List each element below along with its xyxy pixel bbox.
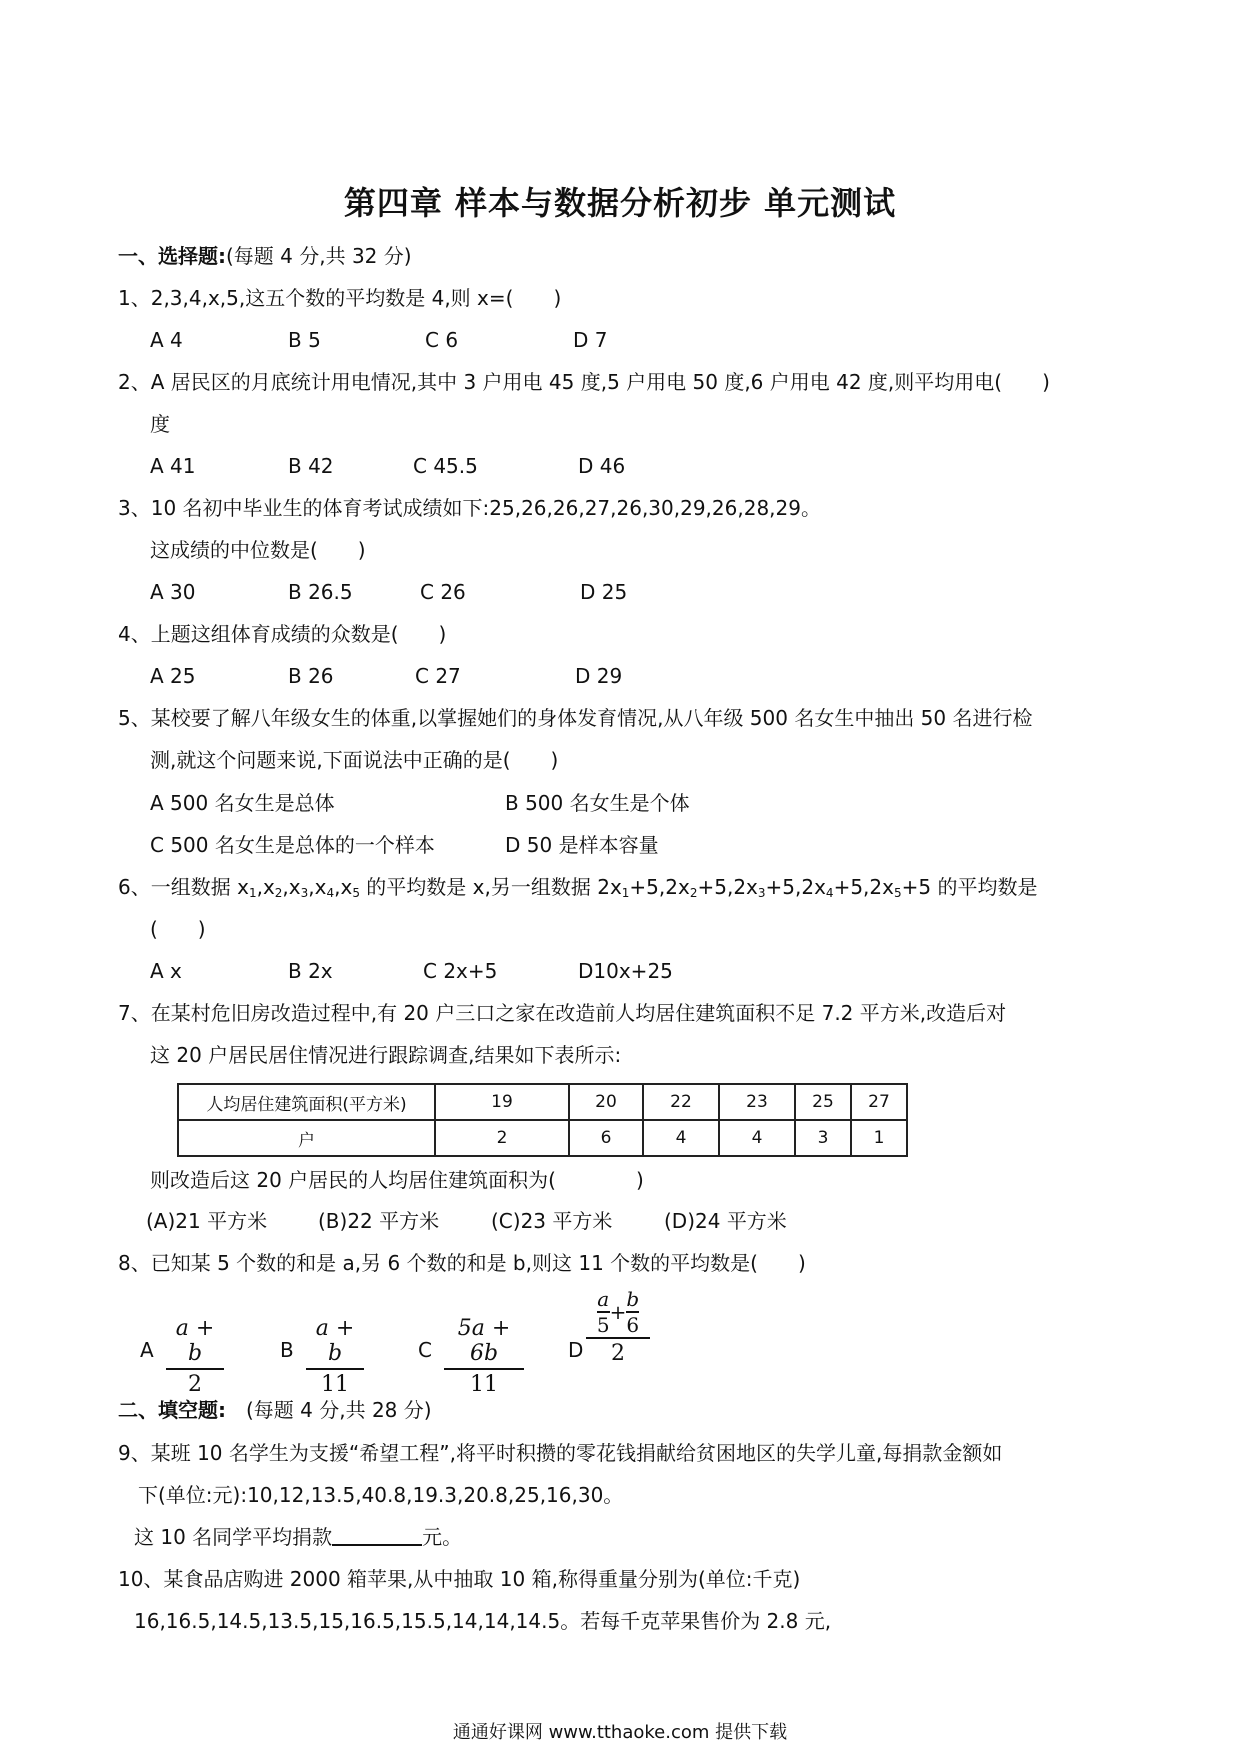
question-2-continued: 度	[150, 412, 170, 436]
table-header-area: 人均居住建筑面积(平方米)	[178, 1084, 435, 1120]
q5-option-b: B 500 名女生是个体	[505, 791, 690, 815]
q6-var-4: $x_4$	[314, 875, 335, 900]
table-cell: 23	[719, 1084, 795, 1120]
table-row	[178, 1120, 907, 1156]
q2-option-a: A 41	[150, 454, 196, 478]
question-4: 4、上题这组体育成绩的众数是( )	[118, 622, 447, 646]
q7-option-b: (B)22 平方米	[318, 1209, 440, 1233]
q6-expr-1: $2x_1+5$	[597, 875, 659, 900]
q9-answer-blank[interactable]	[332, 1524, 422, 1546]
q3-option-d: D 25	[580, 580, 628, 604]
q6-option-d: D10x+25	[578, 959, 673, 983]
question-7: 7、在某村危旧房改造过程中,有 20 户三口之家在改造前人均居住建筑面积不足 7.2 平方米,改造后对	[118, 1001, 1007, 1025]
q1-option-a: A 4	[150, 328, 183, 352]
page-title: 第四章 样本与数据分析初步 单元测试	[343, 184, 897, 222]
section-2-label: 二、填空题:	[118, 1398, 226, 1422]
table-cell: 4	[643, 1120, 719, 1156]
q6-var-3: $x_3$	[288, 875, 309, 900]
table-cell: 3	[795, 1120, 851, 1156]
q3-option-a: A 30	[150, 580, 196, 604]
q8-option-c-fraction: 5a + 6b 11	[444, 1316, 524, 1397]
question-6: 6、一组数据 $x_1,x_2,x_3,x_4,x_5$ 的平均数是 x,另一组数据 $2x_1+5,2x_2+5,2x_3+5,2x_4+5,2x_5+5$ 的平均数是	[118, 875, 1038, 900]
q8-option-b-fraction: a + b 11	[306, 1316, 364, 1397]
q6-mid: 的平均数是 x,另一组数据	[359, 875, 598, 899]
q1-option-c: C 6	[425, 328, 459, 352]
table-cell: 4	[719, 1120, 795, 1156]
q4-option-d: D 29	[575, 664, 623, 688]
section-2-note: (每题 4 分,共 28 分)	[246, 1398, 432, 1422]
question-3-continued: 这成绩的中位数是( )	[150, 538, 366, 562]
q6-prefix: 6、一组数据	[118, 875, 238, 899]
question-6-continued: ( )	[150, 917, 206, 941]
q8-option-b-label: B	[280, 1338, 294, 1362]
question-10: 10、某食品店购进 2000 箱苹果,从中抽取 10 箱,称得重量分别为(单位:千克)	[118, 1567, 801, 1591]
q6-option-c: C 2x+5	[423, 959, 498, 983]
table-row	[178, 1084, 907, 1120]
table-cell: 25	[795, 1084, 851, 1120]
q2-option-c: C 45.5	[413, 454, 478, 478]
question-1: 1、2,3,4,x,5,这五个数的平均数是 4,则 x=( )	[118, 286, 562, 310]
q6-expr-3: $2x_3+5$	[733, 875, 795, 900]
q5-option-c: C 500 名女生是总体的一个样本	[150, 833, 435, 857]
table-cell: 2	[435, 1120, 569, 1156]
question-5-continued: 测,就这个问题来说,下面说法中正确的是( )	[150, 748, 559, 772]
table-cell: 27	[851, 1084, 907, 1120]
q8-option-c-label: C	[418, 1338, 432, 1362]
table-cell: 19	[435, 1084, 569, 1120]
question-9: 9、某班 10 名学生为支援“希望工程”,将平时积攒的零花钱捐献给贫困地区的失学儿童,每捐款金额如	[118, 1441, 1003, 1465]
q6-var-5: $x_5$	[340, 875, 360, 900]
q2-option-b: B 42	[288, 454, 334, 478]
table-cell: 6	[569, 1120, 643, 1156]
q6-expr-2: $2x_2+5$	[665, 875, 727, 900]
question-7-prompt: 则改造后这 20 户居民的人均居住建筑面积为( )	[150, 1168, 644, 1192]
question-2: 2、A 居民区的月底统计用电情况,其中 3 户用电 45 度,5 户用电 50 度,6 户用电 42 度,则平均用电( )	[118, 370, 1050, 394]
q2-option-d: D 46	[578, 454, 626, 478]
q3-option-b: B 26.5	[288, 580, 353, 604]
question-5: 5、某校要了解八年级女生的体重,以掌握她们的身体发育情况,从八年级 500 名女生中抽出 50 名进行检	[118, 706, 1033, 730]
question-3: 3、10 名初中毕业生的体育考试成绩如下:25,26,26,27,26,30,29,26,28,29。	[118, 496, 821, 520]
q3-option-c: C 26	[420, 580, 466, 604]
q7-option-c: (C)23 平方米	[491, 1209, 613, 1233]
q5-option-d: D 50 是样本容量	[505, 833, 659, 857]
q8-option-a-label: A	[140, 1338, 154, 1362]
q6-var-2: $x_2$	[262, 875, 283, 900]
question-10-continued: 16,16.5,14.5,13.5,15,16.5,15.5,14,14,14.5。若每千克苹果售价为 2.8 元,	[134, 1609, 832, 1633]
q6-option-a: A x	[150, 959, 182, 983]
page-footer: 通通好课网 www.tthaoke.com 提供下载	[452, 1722, 788, 1743]
q6-expr-5: $2x_5+5$	[869, 875, 932, 900]
q6-var-1: $x_1$	[237, 875, 257, 900]
q1-option-b: B 5	[288, 328, 321, 352]
question-7-continued: 这 20 户居民居住情况进行跟踪调查,结果如下表所示:	[150, 1043, 622, 1067]
table-cell: 20	[569, 1084, 643, 1120]
table-cell: 1	[851, 1120, 907, 1156]
q4-option-c: C 27	[415, 664, 461, 688]
section-2-heading	[118, 1397, 432, 1423]
table-cell: 22	[643, 1084, 719, 1120]
q7-option-d: (D)24 平方米	[664, 1209, 787, 1233]
section-1-note: (每题 4 分,共 32 分)	[226, 244, 412, 268]
q1-option-d: D 7	[573, 328, 608, 352]
section-1-heading	[118, 243, 412, 269]
q8-option-d-label: D	[568, 1338, 584, 1362]
q7-option-a: (A)21 平方米	[146, 1209, 268, 1233]
q8-option-d-fraction: $\frac{a}{5}$ + $\frac{b}{6}$ 2	[586, 1287, 650, 1366]
q5-option-a: A 500 名女生是总体	[150, 791, 335, 815]
question-9-prompt: 这 10 名同学平均捐款 元。	[134, 1525, 463, 1549]
q6-option-b: B 2x	[288, 959, 333, 983]
q4-option-a: A 25	[150, 664, 196, 688]
q8-option-a-fraction: a + b 2	[166, 1316, 224, 1397]
question-9-continued: 下(单位:元):10,12,13.5,40.8,19.3,20.8,25,16,30。	[138, 1483, 624, 1507]
q8-d-numerator: $\frac{a}{5}$ + $\frac{b}{6}$	[596, 1287, 640, 1337]
table-header-households: 户	[178, 1120, 435, 1156]
question-8: 8、已知某 5 个数的和是 a,另 6 个数的和是 b,则这 11 个数的平均数是( )	[118, 1251, 806, 1275]
q6-expr-4: $2x_4+5$	[801, 875, 864, 900]
housing-area-table	[177, 1083, 908, 1157]
section-1-label: 一、选择题:	[118, 244, 226, 268]
q6-suffix: 的平均数是	[931, 875, 1038, 899]
q4-option-b: B 26	[288, 664, 334, 688]
